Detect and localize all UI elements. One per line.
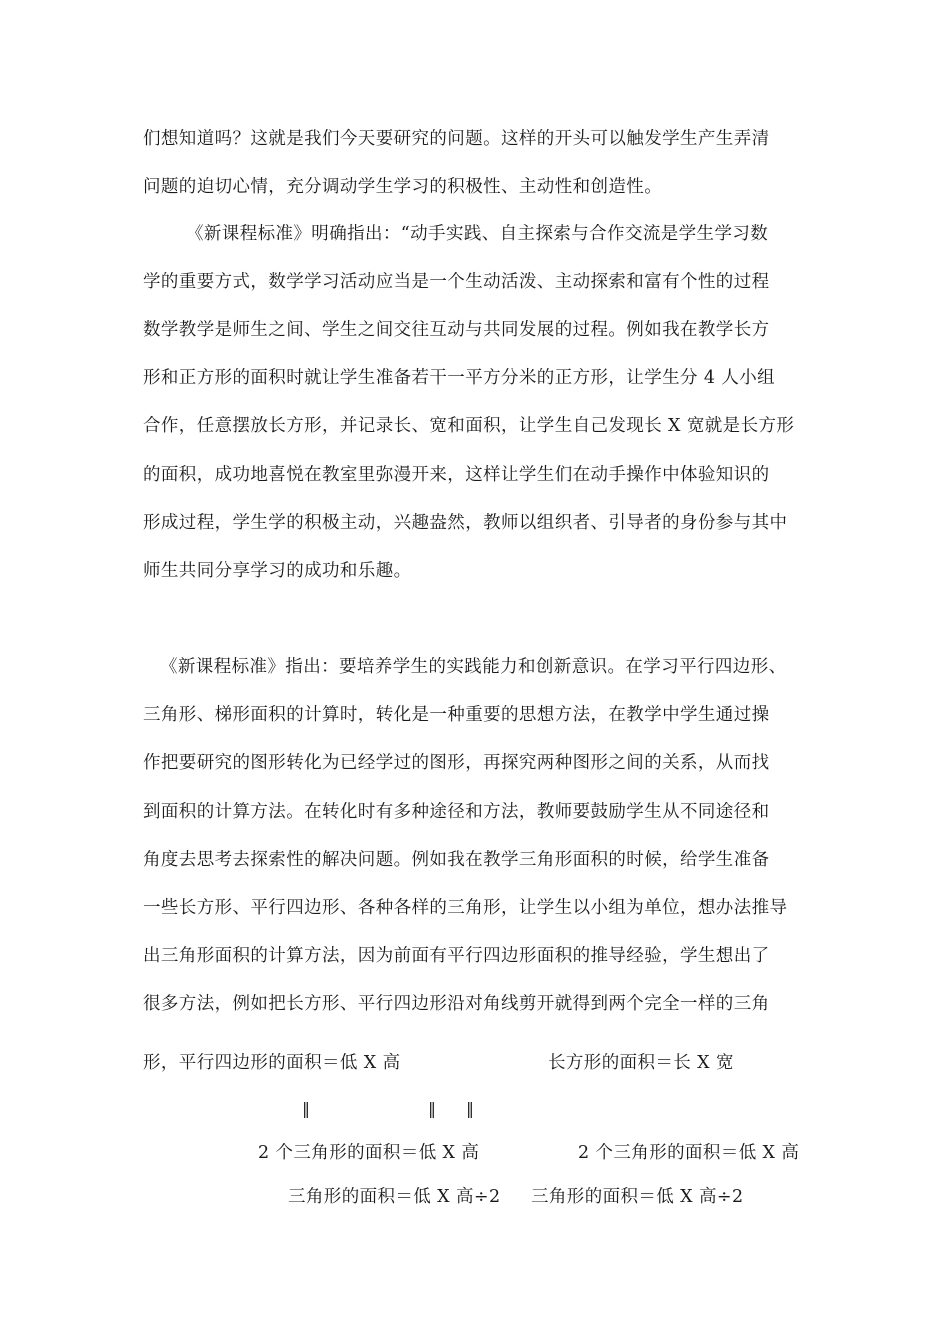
equals-mark: ‖ <box>302 1099 310 1118</box>
text-line: 数学教学是师生之间、学生之间交往互动与共同发展的过程。例如我在教学长方 <box>143 320 770 340</box>
formula-rectangle-area: 长方形的面积＝长 X 宽 <box>548 1053 734 1073</box>
equals-mark: ‖ <box>428 1099 436 1118</box>
text-line: 出三角形面积的计算方法，因为前面有平行四边形面积的推导经验，学生想出了 <box>143 946 770 966</box>
text-line: 《新课程标准》指出：要培养学生的实践能力和创新意识。在学习平行四边形、 <box>160 657 787 677</box>
formula-parallelogram-area: 形，平行四边形的面积＝低 X 高 <box>143 1053 401 1073</box>
formula-two-triangles-right: 2 个三角形的面积＝低 X 高 <box>578 1143 800 1163</box>
text-line: 的面积，成功地喜悦在教室里弥漫开来，这样让学生们在动手操作中体验知识的 <box>143 465 770 485</box>
formula-triangle-area-right: 三角形的面积＝低 X 高÷2 <box>531 1187 744 1207</box>
text-line: 形和正方形的面积时就让学生准备若干一平方分米的正方形，让学生分 4 人小组 <box>143 368 776 388</box>
text-line: 师生共同分享学习的成功和乐趣。 <box>143 561 412 581</box>
text-line: 们想知道吗？这就是我们今天要研究的问题。这样的开头可以触发学生产生弄清 <box>143 129 770 149</box>
text-line: 到面积的计算方法。在转化时有多种途径和方法，教师要鼓励学生从不同途径和 <box>143 802 770 822</box>
text-line: 形成过程，学生学的积极主动，兴趣盎然，教师以组织者、引导者的身份参与其中 <box>143 513 788 533</box>
text-line: 作把要研究的图形转化为已经学过的图形，再探究两种图形之间的关系，从而找 <box>143 753 770 773</box>
formula-two-triangles-left: 2 个三角形的面积＝低 X 高 <box>258 1143 480 1163</box>
text-line: 三角形、梯形面积的计算时，转化是一种重要的思想方法，在教学中学生通过操 <box>143 705 770 725</box>
text-line: 合作，任意摆放长方形，并记录长、宽和面积，让学生自己发现长 X 宽就是长方形 <box>143 416 795 436</box>
text-line: 问题的迫切心情，充分调动学生学习的积极性、主动性和创造性。 <box>143 177 663 197</box>
equals-mark: ‖ <box>466 1099 474 1118</box>
text-line: 很多方法，例如把长方形、平行四边形沿对角线剪开就得到两个完全一样的三角 <box>143 994 770 1014</box>
text-line: 一些长方形、平行四边形、各种各样的三角形，让学生以小组为单位，想办法推导 <box>143 898 788 918</box>
formula-triangle-area-left: 三角形的面积＝低 X 高÷2 <box>288 1187 501 1207</box>
text-line: 角度去思考去探索性的解决问题。例如我在教学三角形面积的时候，给学生准备 <box>143 850 770 870</box>
text-line: 学的重要方式，数学学习活动应当是一个生动活泼、主动探索和富有个性的过程 <box>143 272 770 292</box>
text-line: 《新课程标准》明确指出：“动手实践、自主探索与合作交流是学生学习数 <box>186 224 769 244</box>
